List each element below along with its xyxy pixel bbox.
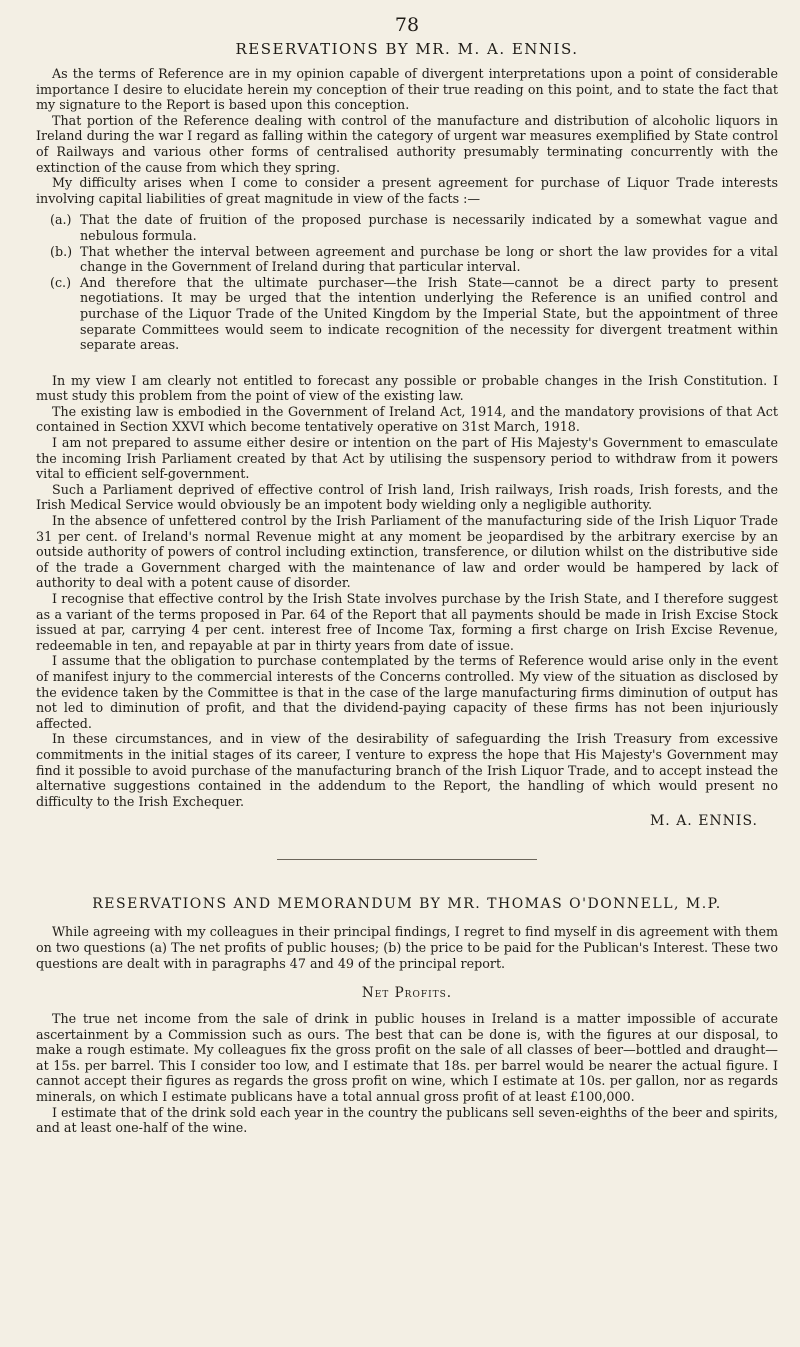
section-divider: [277, 859, 537, 860]
subheading-net-profits: Net Profits.: [361, 985, 453, 1002]
paragraph: I am not prepared to assume either desire or intention on the part of His Majesty's Government to emasculate the incoming Irish Parliament created by that Act by utilising the suspensory period to withdraw from it powers vital to efficient self-government.: [36, 435, 778, 482]
paragraph: While agreeing with my colleagues in their principal findings, I regret to find myself in dis agreement with them on two questions (a) The net profits of public houses; (b) the price to be paid for the Publican's Interest. These two questions are dealt with in paragraphs 47 and 49 of the principal report.: [36, 924, 778, 971]
list-marker: (a.): [50, 212, 72, 228]
facts-list: [36, 212, 778, 352]
paragraph: That portion of the Reference dealing with control of the manufacture and distribution of alcoholic liquors in Ireland during the war I regard as falling within the category of urgent war measures exemplified by State control of Railways and various other forms of centralised authority presumably terminating concurrently with the extinction of the cause from which they spring.: [36, 112, 778, 175]
list-text: That whether the interval between agreement and purchase be long or short the law provides for a vital change in the Government of Ireland during that particular interval.: [80, 243, 778, 275]
paragraph: The true net income from the sale of drink in public houses in Ireland is a matter impossible of accurate ascertainment by a Commission such as ours. The best that can be done is, with the figures at our disposal, to make a rough estimate. My colleagues fix the gross profit on the sale of all classes of beer—bottled and draught—at 15s. per barrel. This I consider too low, and I estimate that 18s. per barrel would be nearer the actual figure. I cannot accept their figures as regards the gross profit on wine, which I estimate at 10s. per gallon, nor as regards minerals, on which I estimate publicans have a total annual gross profit of at least £100,000.: [36, 1011, 778, 1105]
paragraph: In the absence of unfettered control by the Irish Parliament of the manufacturing side of the Irish Liquor Trade 31 per cent. of Ireland's normal Revenue might at any moment be jeopardised by the arbitrary exercise by an outside authority of powers of control including extinction, transference, or dilution whilst on the distributive side of the trade a Government charged with the maintenance of law and order would be hampered by lack of authority to deal with a potent cause of disorder.: [36, 513, 778, 591]
paragraph: In my view I am clearly not entitled to forecast any possible or probable changes in the Irish Constitution. I must study this problem from the point of view of the existing law.: [36, 372, 778, 404]
signature: M. A. ENNIS.: [649, 813, 758, 830]
paragraph: I estimate that of the drink sold each year in the country the publicans sell seven-eighths of the beer and spirits, and at least one-half of the wine.: [36, 1104, 778, 1136]
list-marker: (b.): [50, 243, 73, 259]
section-title-ennis: RESERVATIONS BY MR. M. A. ENNIS.: [235, 40, 579, 58]
list-text: And therefore that the ultimate purchaser—the Irish State—cannot be a direct party to present negotiations. It may be urged that the intention underlying the Reference is an unified control and purchase of the Liquor Trade of the United Kingdom by the Imperial State, but the appointment of three separate Committees would seem to indicate recognition of the necessity for divergent treatment within separate areas.: [80, 274, 778, 353]
paragraph: I recognise that effective control by the Irish State involves purchase by the Irish State, and I therefore suggest as a variant of the terms proposed in Par. 64 of the Report that all payments should be made in Irish Excise Stock issued at par, carrying 4 per cent. interest free of Income Tax, forming a first charge on Irish Excise Revenue, redeemable in ten, and repayable at par in thirty years from date of issue.: [36, 591, 778, 653]
paragraph: My difficulty arises when I come to consider a present agreement for purchase of Liquor Trade interests involving capital liabilities of great magnitude in view of the facts :—: [36, 175, 778, 206]
page-number: 78: [394, 14, 420, 36]
section-title-odonnell: RESERVATIONS AND MEMORANDUM BY MR. THOMAS O'DONNELL, M.P.: [92, 896, 722, 913]
list-item: [50, 275, 778, 353]
paragraph: In these circumstances, and in view of the desirability of safeguarding the Irish Treasury from excessive commitments in the initial stages of its career, I venture to express the hope that His Majesty's Government may find it possible to avoid purchase of the manufacturing branch of the Irish Liquor Trade, and to accept instead the alternative suggestions contained in the addendum to the Report, the handling of which would present no difficulty to the Irish Exchequer.: [36, 731, 778, 809]
list-item: [50, 244, 778, 275]
paragraph: I assume that the obligation to purchase contemplated by the terms of Reference would arise only in the event of manifest injury to the commercial interests of the Concerns controlled. My view of the situation as disclosed by the evidence taken by the Committee is that in the case of the large manufacturing firms diminution of output has not led to diminution of profit, and that the dividend-paying capacity of these firms has not been injuriously affected.: [36, 653, 778, 731]
paragraph: As the terms of Reference are in my opinion capable of divergent interpretations upon a point of considerable importance I desire to elucidate herein my conception of their true reading on this point, and to state the fact that my signature to the Report is based upon this conception.: [36, 66, 778, 113]
paragraph: The existing law is embodied in the Government of Ireland Act, 1914, and the mandatory provisions of that Act contained in Section XXVI which become tentatively operative on 31st March, 1918.: [36, 403, 778, 435]
list-marker: (c.): [50, 274, 72, 290]
list-item: [50, 212, 778, 243]
list-text: That the date of fruition of the proposed purchase is necessarily indicated by a somewhat vague and nebulous formula.: [80, 212, 778, 243]
paragraph: Such a Parliament deprived of effective control of Irish land, Irish railways, Irish roads, Irish forests, and the Irish Medical Service would obviously be an impotent body wielding only a negligible authority.: [36, 481, 778, 513]
